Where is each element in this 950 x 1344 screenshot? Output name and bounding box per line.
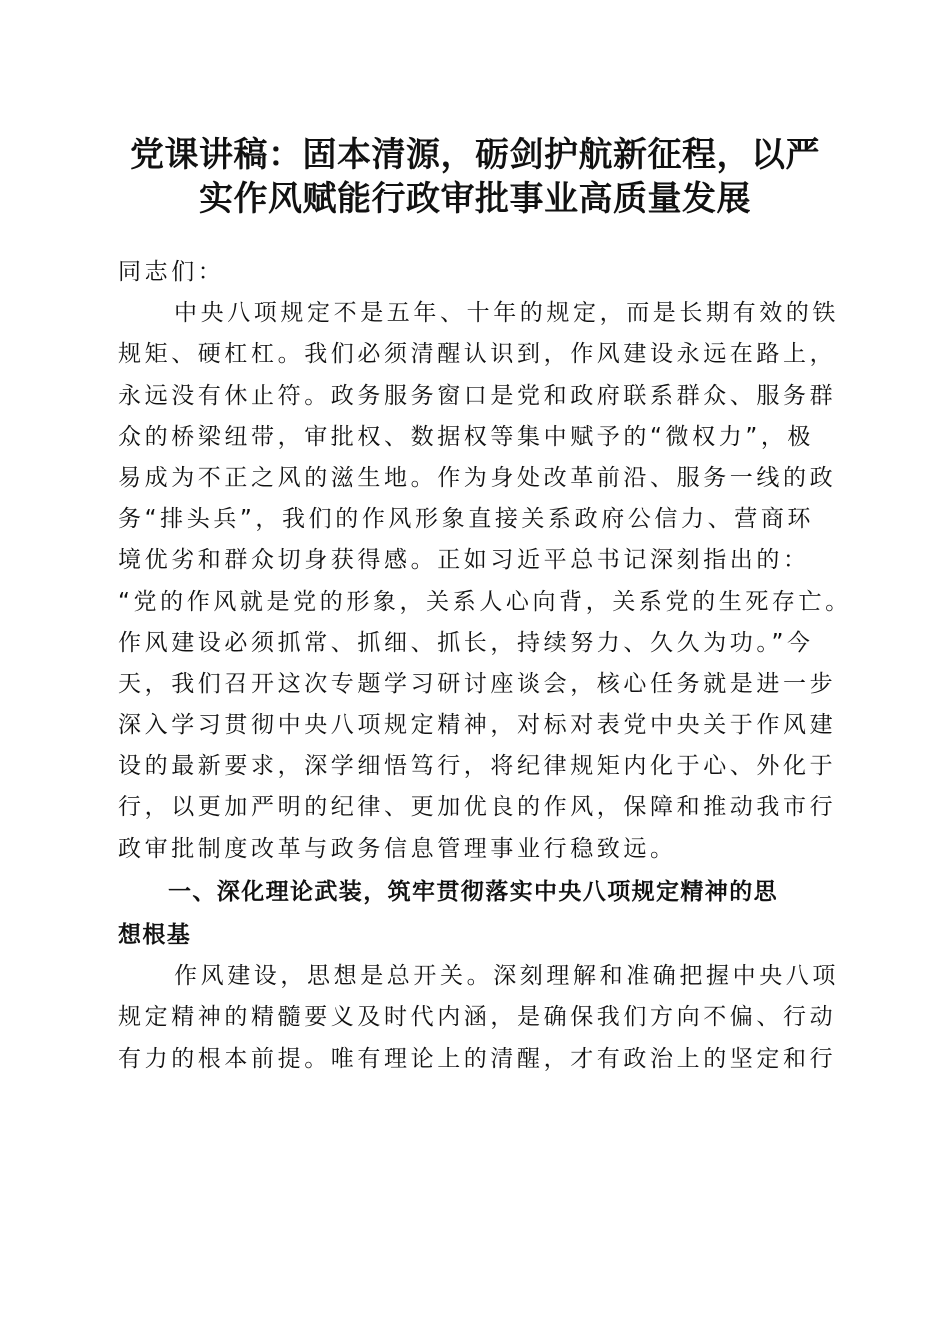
- paragraph-line: 规矩、硬杠杠。我们必须清醒认识到，作风建设永远在路上，: [118, 341, 837, 368]
- paragraph-line: 境优劣和群众切身获得感。正如习近平总书记深刻指出的：: [118, 547, 810, 574]
- paragraph-line: 行，以更加严明的纪律、更加优良的作风，保障和推动我市行: [118, 794, 837, 821]
- paragraph-line: 有力的根本前提。唯有理论上的清醒，才有政治上的坚定和行: [118, 1045, 837, 1072]
- salutation: 同志们：: [118, 259, 225, 285]
- paragraph-line: “党的作风就是党的形象，关系人心向背，关系党的生死存亡。: [118, 588, 852, 615]
- paragraph-line: 天，我们召开这次专题学习研讨座谈会，核心任务就是进一步: [118, 670, 837, 697]
- document-body: [118, 252, 852, 1080]
- paragraph-line: 设的最新要求，深学细悟笃行，将纪律规矩内化于心、外化于: [118, 753, 837, 780]
- paragraph-line: 作风建设，思想是总开关。深刻理解和准确把握中央八项: [174, 963, 839, 990]
- paragraph-line: 中央八项规定不是五年、十年的规定，而是长期有效的铁: [174, 300, 839, 327]
- paragraph-line: 永远没有休止符。政务服务窗口是党和政府联系群众、服务群: [118, 382, 837, 409]
- paragraph-line: 政审批制度改革与政务信息管理事业行稳致远。: [118, 835, 677, 862]
- title-line: 党课讲稿：固本清源，砺剑护航新征程，以严: [130, 135, 820, 175]
- section-heading-line: 想根基: [118, 922, 192, 948]
- paragraph-line: 众的桥梁纽带，审批权、数据权等集中赋予的“微权力”，极: [118, 423, 815, 450]
- title-line: 实作风赋能行政审批事业高质量发展: [199, 179, 751, 219]
- paragraph-line: 作风建设必须抓常、抓细、抓长，持续努力、久久为功。”今: [118, 629, 814, 656]
- paragraph-line: 深入学习贯彻中央八项规定精神，对标对表党中央关于作风建: [118, 712, 837, 739]
- document-title: [100, 133, 850, 221]
- paragraph-line: 规定精神的精髓要义及时代内涵，是确保我们方向不偏、行动: [118, 1004, 837, 1031]
- section-heading-line: 一、深化理论武装，筑牢贯彻落实中央八项规定精神的思: [168, 878, 778, 905]
- paragraph-line: 易成为不正之风的滋生地。作为身处改革前沿、服务一线的政: [118, 464, 837, 491]
- paragraph-line: 务“排头兵”，我们的作风形象直接关系政府公信力、营商环: [118, 506, 815, 533]
